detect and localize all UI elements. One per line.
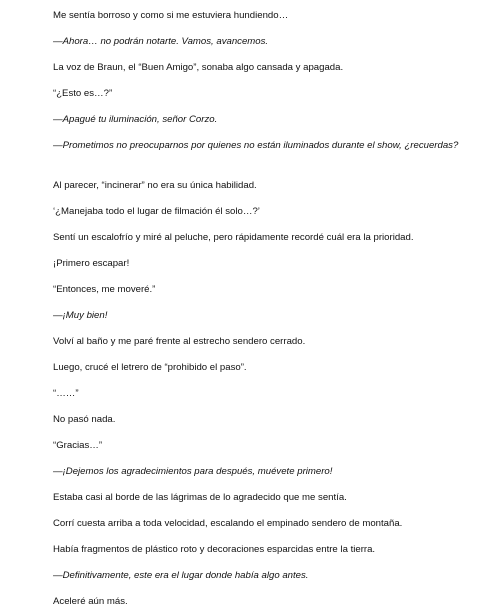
paragraph: Aceleré aún más. [53,596,128,607]
paragraph: “……” [53,388,79,399]
paragraph: Corrí cuesta arriba a toda velocidad, escalando el empinado sendero de montaña. [53,518,403,529]
paragraph: Estaba casi al borde de las lágrimas de lo agradecido que me sentía. [53,492,347,503]
paragraph: Al parecer, “incinerar” no era su única habilidad. [53,180,257,191]
paragraph: —Definitivamente, este era el lugar donde había algo antes. [53,570,309,581]
paragraph: ‘¿Manejaba todo el lugar de filmación él solo…?’ [53,206,260,217]
paragraph: La voz de Braun, el “Buen Amigo”, sonaba algo cansada y apagada. [53,62,344,73]
paragraph: Había fragmentos de plástico roto y decoraciones esparcidas entre la tierra. [53,544,376,555]
paragraph: —Prometimos no preocuparnos por quienes no están iluminados durante el show, ¿recuerdas? [53,140,459,151]
paragraph: Luego, crucé el letrero de “prohibido el paso”. [53,362,247,373]
paragraph: ¡Primero escapar! [53,258,130,269]
paragraph: —Apagué tu iluminación, señor Corzo. [53,114,218,125]
paragraph: No pasó nada. [53,414,116,425]
paragraph: “Gracias…” [53,440,103,451]
paragraph: “¿Esto es…?” [53,88,113,99]
paragraph: —Ahora… no podrán notarte. Vamos, avancemos. [53,36,269,47]
paragraph: “Entonces, me moveré.” [53,284,156,295]
paragraph: —¡Dejemos los agradecimientos para después, muévete primero! [53,466,333,477]
paragraph: —¡Muy bien! [53,310,108,321]
paragraph: Volví al baño y me paré frente al estrecho sendero cerrado. [53,336,306,347]
paragraph: Sentí un escalofrío y miré al peluche, pero rápidamente recordé cuál era la prioridad. [53,232,414,243]
paragraph: Me sentía borroso y como si me estuviera hundiendo… [53,10,289,21]
